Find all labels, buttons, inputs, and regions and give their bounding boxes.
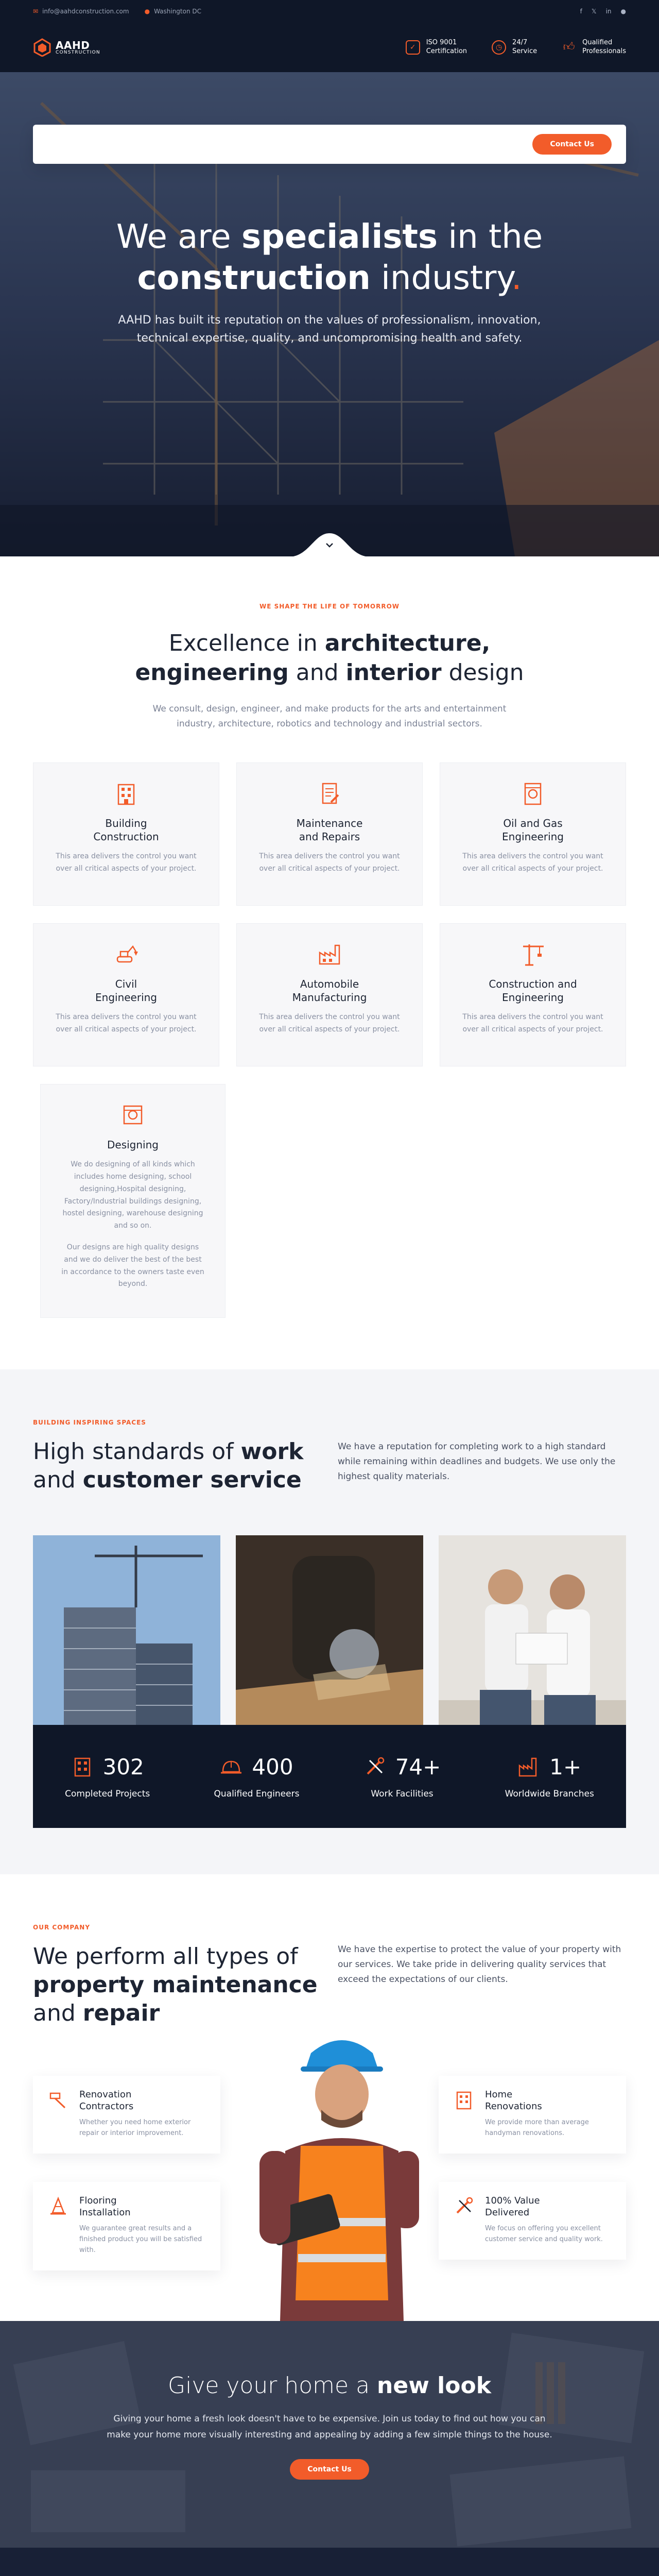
- service-item-text: We guarantee great results and a finished product you will be satisfied with.: [79, 2225, 202, 2254]
- card-title: Maintenance and Repairs: [296, 817, 363, 843]
- stat-engineers: [214, 1754, 300, 1799]
- service-card[interactable]: [33, 762, 219, 906]
- card-text: This area delivers the control you want over all critical aspects of your project.: [56, 1013, 197, 1033]
- stat-facilities: [363, 1754, 441, 1799]
- stat-value: 1+: [549, 1754, 582, 1780]
- service-item-text: Whether you need home exterior repair or interior improvement.: [79, 2119, 191, 2137]
- feature-iso: ✓ ISO 9001 Certification: [406, 39, 467, 56]
- service-item[interactable]: [439, 2076, 626, 2154]
- service-item-title: Flooring Installation: [79, 2195, 131, 2218]
- dribbble-icon[interactable]: ●: [620, 8, 626, 15]
- contact-us-button[interactable]: Contact Us: [532, 134, 612, 155]
- company-title: We perform all types of property maintenance and repair: [33, 1943, 318, 2027]
- card-text: We do designing of all kinds which includes home designing, school designing,Hospital designing, Factory/Industrial buildings designing, hostel designing, warehouse designing and so on.: [62, 1160, 203, 1230]
- stat-value: 400: [252, 1754, 293, 1780]
- logo-subtext: CONSTRUCTION: [56, 49, 100, 55]
- check-square-icon: ✓: [406, 40, 420, 55]
- feature-professionals: 👍︎ Qualified Professionals: [562, 39, 626, 56]
- service-item[interactable]: [33, 2182, 220, 2270]
- worker-image: [249, 2032, 435, 2321]
- service-cards: [33, 762, 626, 1318]
- site-header: [0, 23, 659, 72]
- helmet-icon: [220, 1755, 242, 1778]
- stat-value: 302: [102, 1754, 144, 1780]
- stat-branches: [505, 1754, 594, 1799]
- company-text: We have the expertise to protect the value of your property with our services. We take pride in delivering quality services that exceed the expectations of our clients.: [338, 1944, 621, 1985]
- standards-section: [0, 1369, 659, 1874]
- card-title: Construction and Engineering: [489, 978, 577, 1004]
- design-icon: [119, 1101, 147, 1129]
- service-card[interactable]: [236, 762, 423, 906]
- service-item-text: We provide more than average handyman renovations.: [485, 2119, 589, 2137]
- card-title: Designing: [107, 1139, 159, 1151]
- service-item-text: We focus on offering you excellent customer service and quality work.: [485, 2225, 603, 2243]
- stat-value: 74+: [395, 1754, 441, 1780]
- service-card[interactable]: [440, 762, 626, 906]
- stat-label: Qualified Engineers: [214, 1788, 300, 1799]
- top-bar: [0, 0, 659, 23]
- new-look-section: [0, 2321, 659, 2548]
- map-pin-icon: ●: [144, 8, 150, 15]
- service-item[interactable]: [33, 2076, 220, 2154]
- stats-bar: [33, 1725, 626, 1828]
- service-card[interactable]: [440, 923, 626, 1066]
- company-services: [33, 2032, 626, 2321]
- stat-label: Completed Projects: [65, 1788, 150, 1799]
- factory-icon: [316, 940, 343, 968]
- card-text: Our designs are high quality designs and we do deliver the best of the best in accordance to the owners taste even beyond.: [61, 1243, 204, 1289]
- scroll-down-tab[interactable]: [288, 533, 371, 556]
- card-title: Building Construction: [93, 817, 159, 843]
- header-features: [406, 39, 626, 56]
- factory-icon: [517, 1755, 540, 1778]
- hero-title: We are specialists in the construction industry.: [116, 218, 543, 297]
- service-card[interactable]: [33, 923, 219, 1066]
- services-lead: We consult, design, engineer, and make products for the arts and entertainment industry, architecture, robotics and technology and industrial sectors.: [152, 704, 507, 730]
- card-text: This area delivers the control you want over all critical aspects of your project.: [259, 852, 400, 873]
- service-card[interactable]: [236, 923, 423, 1066]
- service-item-title: 100% Value Delivered: [485, 2195, 540, 2218]
- hammer-icon: [47, 2089, 69, 2111]
- section-kicker: OUR COMPANY: [33, 1924, 91, 1931]
- tools-icon: [363, 1755, 386, 1778]
- service-item-title: Renovation Contractors: [79, 2089, 134, 2112]
- service-item-title: Home Renovations: [485, 2089, 542, 2112]
- hero-subtitle: AAHD has built its reputation on the values of professionalism, innovation, technical expertise, quality, and uncompromising health and safety.: [118, 314, 541, 345]
- thumbs-up-icon: 👍︎: [563, 40, 575, 54]
- clock-icon: ◷: [492, 40, 506, 55]
- facebook-icon[interactable]: f: [580, 8, 582, 15]
- stat-label: Work Facilities: [371, 1788, 433, 1799]
- service-item[interactable]: [439, 2182, 626, 2260]
- building-icon: [453, 2089, 475, 2111]
- service-card-designing[interactable]: [40, 1084, 226, 1318]
- excavator-icon: [112, 940, 140, 968]
- tools-icon: [453, 2195, 475, 2217]
- document-icon: [316, 779, 343, 807]
- social-links: [580, 8, 626, 15]
- contact-us-button[interactable]: Contact Us: [290, 2459, 369, 2480]
- feature-service: ◷ 24/7 Service: [492, 39, 537, 56]
- cone-icon: [47, 2195, 69, 2217]
- section-kicker: BUILDING INSPIRING SPACES: [33, 1419, 146, 1427]
- card-text: This area delivers the control you want over all critical aspects of your project.: [259, 1013, 400, 1033]
- topbar-email[interactable]: ✉ info@aahdconstruction.com: [33, 8, 129, 15]
- card-title: Oil and Gas Engineering: [502, 817, 564, 843]
- crane-icon: [519, 940, 547, 968]
- card-text: This area delivers the control you want over all critical aspects of your project.: [462, 852, 603, 873]
- company-section: [0, 1874, 659, 2321]
- house-background-image: [0, 2548, 659, 2576]
- section-kicker: WE SHAPE THE LIFE OF TOMORROW: [259, 603, 400, 610]
- contact-section: [0, 2548, 659, 2576]
- services-section: [0, 556, 659, 1369]
- logo-text: AAHD: [56, 39, 90, 52]
- services-title: Excellence in architecture, engineering and interior design: [135, 630, 524, 686]
- mail-icon: ✉: [33, 8, 39, 15]
- new-look-text: Giving your home a fresh look doesn't have to be expensive. Join us today to find out how you can make your home more visually interesting and appealing by adding a few simple things to the house.: [107, 2414, 552, 2440]
- card-title: Civil Engineering: [95, 978, 157, 1004]
- twitter-icon[interactable]: 𝕏: [591, 8, 597, 15]
- card-text: This area delivers the control you want over all critical aspects of your project.: [56, 852, 197, 873]
- stat-label: Worldwide Branches: [505, 1788, 594, 1799]
- card-text: This area delivers the control you want over all critical aspects of your project.: [462, 1013, 603, 1033]
- card-title: Automobile Manufacturing: [292, 978, 367, 1004]
- linkedin-icon[interactable]: in: [605, 8, 612, 15]
- topbar-location: ● Washington DC: [144, 8, 202, 15]
- main-navigation: [33, 125, 626, 164]
- standards-title: High standards of work and customer service: [33, 1438, 304, 1494]
- logo-mark-icon: [33, 38, 51, 57]
- oil-icon: [519, 779, 547, 807]
- stat-projects: [65, 1754, 150, 1799]
- standards-text: We have a reputation for completing work to a high standard while remaining within deadlines and budgets. We use only the highest quality materials.: [338, 1442, 616, 1482]
- new-look-title: Give your home a new look: [168, 2372, 491, 2399]
- building-icon: [71, 1755, 94, 1778]
- logo[interactable]: [33, 38, 100, 57]
- building-icon: [112, 779, 140, 807]
